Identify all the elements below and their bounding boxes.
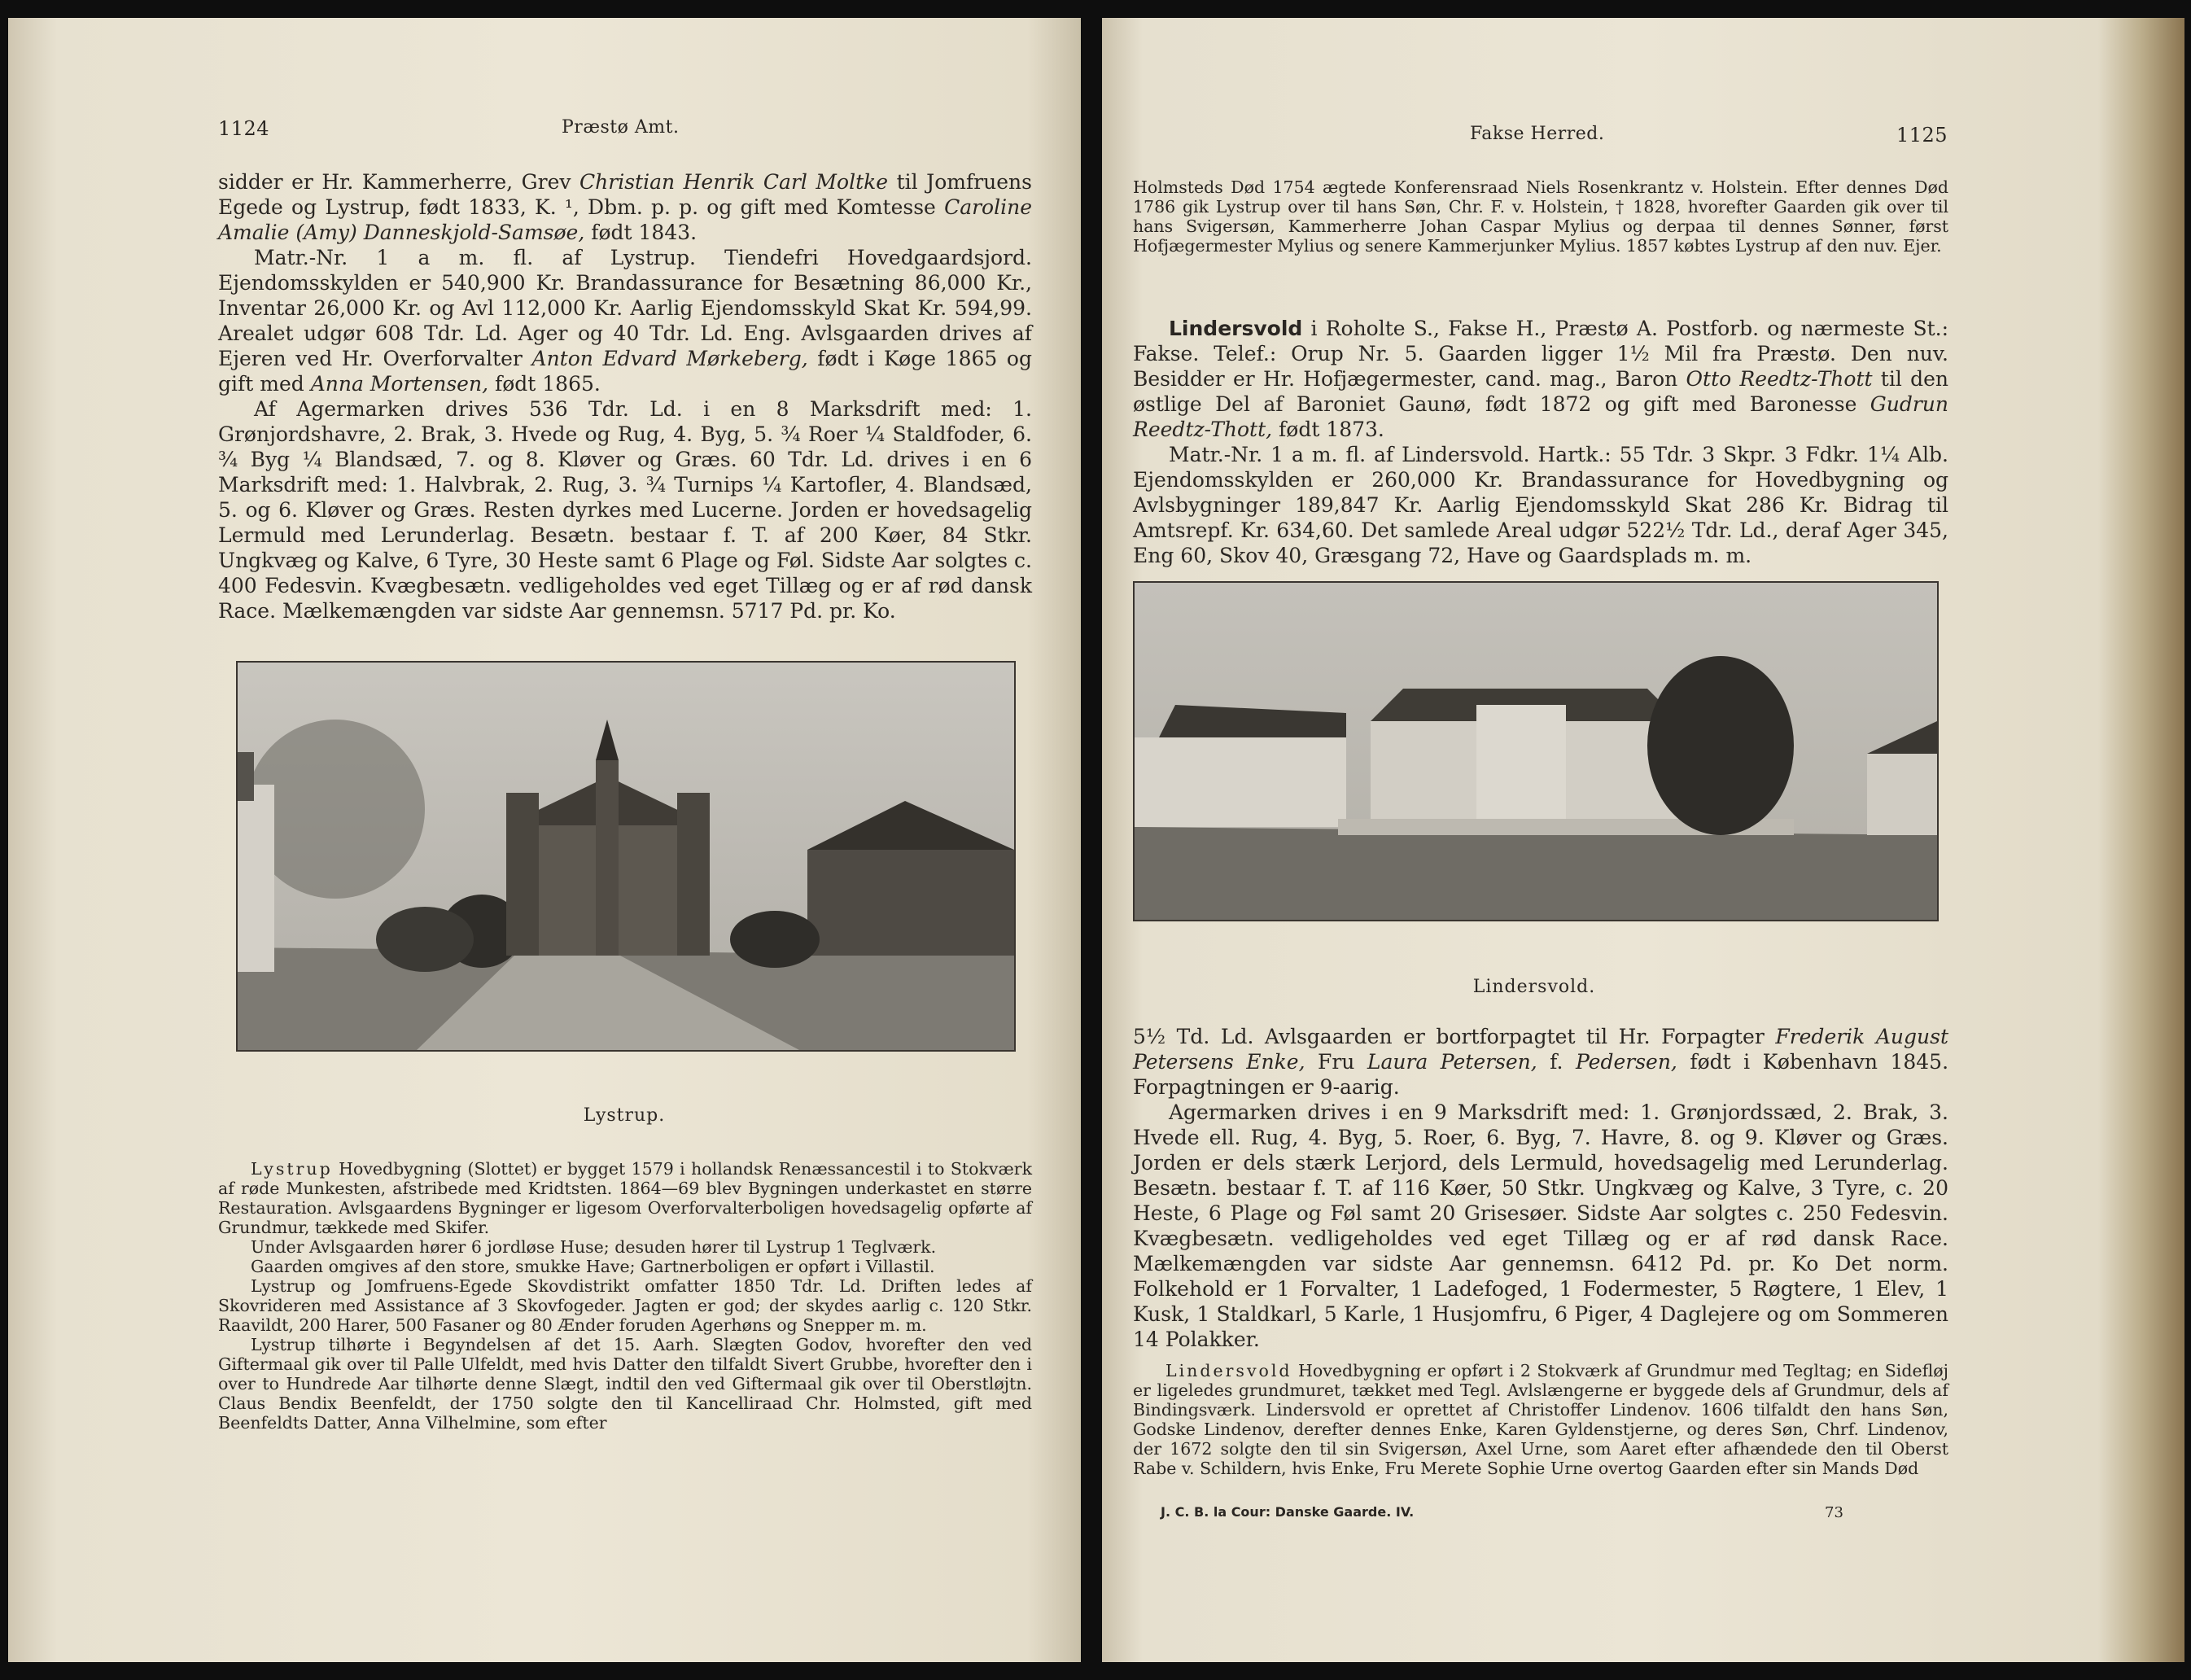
person-name: Anna Mortensen, — [310, 372, 489, 396]
paragraph — [218, 1159, 1032, 1237]
running-head: Præstø Amt. — [562, 117, 680, 138]
lindersvold-photo — [1133, 581, 1939, 921]
paragraph: Lystrup tilhørte i Begyndelsen af det 15. Aarh. Slægten Godov, hvorefter den ved Giftermaal gik over til Palle Ulfeldt, med hvis Datter den tilfaldt Sivert Grubbe, hvorefter den i over to Hundrede Aar tilhørte denne Slægt, indtil den ved Giftermaal gik over til Oberstløjtn. Claus Bendix Beenfeldt, der 1750 solgte den til Kancelliraad Chr. Holmsted, gift med Beenfeldts Datter, Anna Vilhelmine, som efter — [218, 1335, 1032, 1433]
text-run: Hovedbygning (Slottet) er bygget 1579 i hollandsk Renæssancestil i to Stokværk af røde Munkesten, afstribede med Kridtsten. 1864—69 blev Bygningen underkastet en større Restauration. Avlsgaardens Bygninger er ligesom Overforvalterboligen hovedsagelig opførte af Grundmur, tækkede med Skifer. — [218, 1159, 1032, 1237]
text-run: i Roholte S., Fakse H., Præstø A. Postforb. og nærmeste St.: Fakse. Telef.: Orup Nr. 5. Gaarden ligger 1½ Mil fra Præstø. Den nuv. Besidder er Hr. Hofjægermester, cand. mag., Baron — [1133, 317, 1948, 391]
paragraph: Holmsteds Død 1754 ægtede Konferensraad Niels Rosenkrantz v. Holstein. Efter dennes Død 1786 gik Lystrup over til hans Søn, Chr. F. v. Holstein, † 1828, hvorefter Gaarden gik over til hans Svigersøn, Kammerherre Johan Caspar Mylius og derpaa til dennes Sønner, først Hofjægermester Mylius og senere Kammerjunker Mylius. 1857 købtes Lystrup af den nuv. Ejer. — [1133, 177, 1948, 256]
paragraph — [1133, 316, 1948, 442]
main-text — [218, 169, 1032, 623]
paragraph: Af Agermarken drives 536 Tdr. Ld. i en 8 Marksdrift med: 1. Grønjordshavre, 2. Brak, 3. Hvede og Rug, 4. Byg, 5. ¾ Roer ¼ Staldfoder, 6. ¾ Byg ¼ Blandsæd, 7. og 8. Kløver og Græs. 60 Tdr. Ld. drives i en 6 Marksdrift med: 1. Halvbrak, 2. Rug, 3. ¾ Turnips ¼ Kartofler, 4. Blandsæd, 5. og 6. Kløver og Græs. Resten dyrkes med Lucerne. Jorden er hovedsagelig Lermuld med Lerunderlag. Besætn. bestaar f. T. af 200 Køer, 84 Stkr. Ungkvæg og Kalve, 6 Tyre, 30 Heste samt 6 Plage og Føl. Sidste Aar solgtes c. 400 Fedesvin. Kvægbesætn. vedligeholdes ved eget Tillæg og er af rød dansk Race. Mælkemængden var sidste Aar gennemsn. 5717 Pd. pr. Ko. — [218, 397, 1032, 623]
history-text-cont — [1133, 177, 1948, 256]
history-text — [218, 1159, 1032, 1433]
text-run: Hovedbygning er opført i 2 Stokværk af Grundmur med Tegltag; en Sidefløj er ligeledes grundmuret, tækket med Tegl. Avlslængerne er byggede dels af Grundmur, dels af Bindingsværk. Lindersvold er oprettet af Christoffer Lindenov. 1606 tilfaldt den hans Søn, Godske Lindenov, derefter dennes Enke, Karen Gyldenstjerne, og deres Søn, Chrf. Lindenov, der 1672 solgte den til sin Svigersøn, Axel Urne, som Aaret efter afhændede den til Oberst Rabe v. Schildern, hvis Enke, Fru Merete Sophie Urne overtog Gaarden efter sin Mands Død — [1133, 1361, 1948, 1478]
left-page — [8, 18, 1081, 1662]
person-name: Pedersen, — [1575, 1050, 1677, 1074]
main-text — [1133, 316, 1948, 568]
text-run: født i København 1845. Forpagtningen er 9-aarig. — [1133, 1050, 1949, 1099]
right-page — [1102, 18, 2184, 1662]
estate-name: Lindersvold — [1165, 1361, 1292, 1380]
paragraph — [1133, 1024, 1948, 1100]
person-name: Gudrun Reedtz-Thott, — [1133, 392, 1948, 441]
lystrup-photo — [236, 661, 1016, 1052]
photo-caption: Lystrup. — [583, 1105, 666, 1126]
paragraph — [218, 245, 1032, 396]
signature-mark: 73 — [1825, 1504, 1843, 1521]
paragraph — [1133, 1361, 1948, 1478]
text-run: 5½ Td. Ld. Avlsgaarden er bortforpagtet til Hr. Forpagter — [1133, 1025, 1776, 1048]
text-run: født 1873. — [1272, 418, 1384, 441]
text-run: sidder er Hr. Kammerherre, Grev — [218, 170, 580, 194]
person-name: Anton Edvard Mørkeberg, — [531, 347, 808, 370]
castle-illustration — [238, 663, 1014, 1050]
photo-caption: Lindersvold. — [1472, 977, 1596, 997]
text-run: født 1843. — [584, 221, 698, 244]
main-text-2 — [1133, 1024, 1948, 1352]
book-footer: J. C. B. la Cour: Danske Gaarde. IV. — [1161, 1504, 1415, 1520]
text-run: til den østlige Del af Baroniet Gaunø, født 1872 og gift med Baronesse — [1133, 367, 1948, 416]
person-name: Frederik August Petersens Enke, — [1133, 1025, 1949, 1074]
person-name: Otto Reedtz-Thott — [1686, 367, 1873, 391]
paragraph: Agermarken drives i en 9 Marksdrift med: 1. Grønjordssæd, 2. Brak, 3. Hvede ell. Rug, 4. Byg, 5. Roer, 6. Byg, 7. Havre, 8. og 9. Kløver og Græs. Jorden er dels stærk Lerjord, dels Lermuld, hovedsagelig med Lerunderlag. Besætn. bestaar f. T. af 116 Køer, 50 Stkr. Ungkvæg og Kalve, 3 Tyre, c. 20 Heste, 6 Plage og Føl samt 20 Grisesøer. Sidste Aar solgtes c. 250 Fedesvin. Kvægbesætn. vedligeholdes ved eget Tillæg og er af rød dansk Race. Mælkemængden var sidste Aar gennemsn. 6412 Pd. pr. Ko Det norm. Folkehold er 1 Forvalter, 1 Ladefoged, 1 Fodermester, 5 Røgtere, 1 Elev, 1 Kusk, 1 Staldkarl, 5 Karle, 1 Husjomfru, 6 Piger, 4 Daglejere og om Sommeren 14 Polakker. — [1133, 1100, 1948, 1351]
estate-name: Lindersvold — [1169, 317, 1303, 340]
text-run: Matr.-Nr. 1 a m. fl. af Lystrup. Tiendefri Hovedgaardsjord. Ejendomsskylden er 540,900 Kr. Brandassurance for Besætning 86,000 Kr., Inventar 26,000 Kr. og Avl 112,000 Kr. Aarlig Ejendomsskyld Skat Kr. 594,99. Arealet udgør 608 Tdr. Ld. Ager og 40 Tdr. Ld. Eng. Avlsgaarden drives af Ejeren ved Hr. Overforvalter — [218, 246, 1032, 370]
person-name: Caroline Amalie (Amy) Danneskjold-Samsøe, — [218, 195, 1032, 244]
estate-name: Lystrup — [251, 1159, 333, 1179]
text-run: Fru — [1305, 1050, 1367, 1074]
page-number: 1125 — [1896, 124, 1948, 147]
paragraph: Matr.-Nr. 1 a m. fl. af Lindersvold. Hartk.: 55 Tdr. 3 Skpr. 3 Fdkr. 1¼ Alb. Ejendomsskylden er 260,000 Kr. Brandassurance for Hovedbygning og Avlsbygninger 189,847 Kr. Aarlig Ejendomsskyld Skat 286 Kr. Bidrag til Amtsrepf. Kr. 634,60. Det samlede Areal udgør 522½ Tdr. Ld., deraf Ager 345, Eng 60, Skov 40, Græsgang 72, Have og Gaardsplads m. m. — [1133, 443, 1948, 567]
page-number: 1124 — [218, 117, 270, 140]
paragraph: Gaarden omgives af den store, smukke Have; Gartnerboligen er opført i Villastil. — [251, 1257, 935, 1276]
person-name: Christian Henrik Carl Moltke — [579, 170, 889, 194]
paragraph: Under Avlsgaarden hører 6 jordløse Huse; desuden hører til Lystrup 1 Teglværk. — [251, 1237, 937, 1257]
paragraph — [218, 169, 1032, 245]
person-name: Laura Petersen, — [1367, 1050, 1537, 1074]
history-text — [1133, 1361, 1948, 1478]
text-run: født 1865. — [488, 372, 601, 396]
manor-illustration — [1135, 583, 1937, 920]
paragraph: Lystrup og Jomfruens-Egede Skovdistrikt omfatter 1850 Tdr. Ld. Driften ledes af Skovrideren med Assistance af 3 Skovfogeder. Jagten er god; der skydes aarlig c. 120 Stkr. Raavildt, 200 Harer, 500 Fasaner og 80 Ænder foruden Agerhøns og Snepper m. m. — [218, 1276, 1032, 1335]
text-run: f. — [1537, 1050, 1576, 1074]
text-run: født i Køge 1865 og gift med — [218, 347, 1032, 396]
text-run: til Jomfruens Egede og Lystrup, født 1833, K. ¹, Dbm. p. p. og gift med Komtesse — [218, 170, 1032, 219]
running-head: Fakse Herred. — [1470, 124, 1605, 144]
